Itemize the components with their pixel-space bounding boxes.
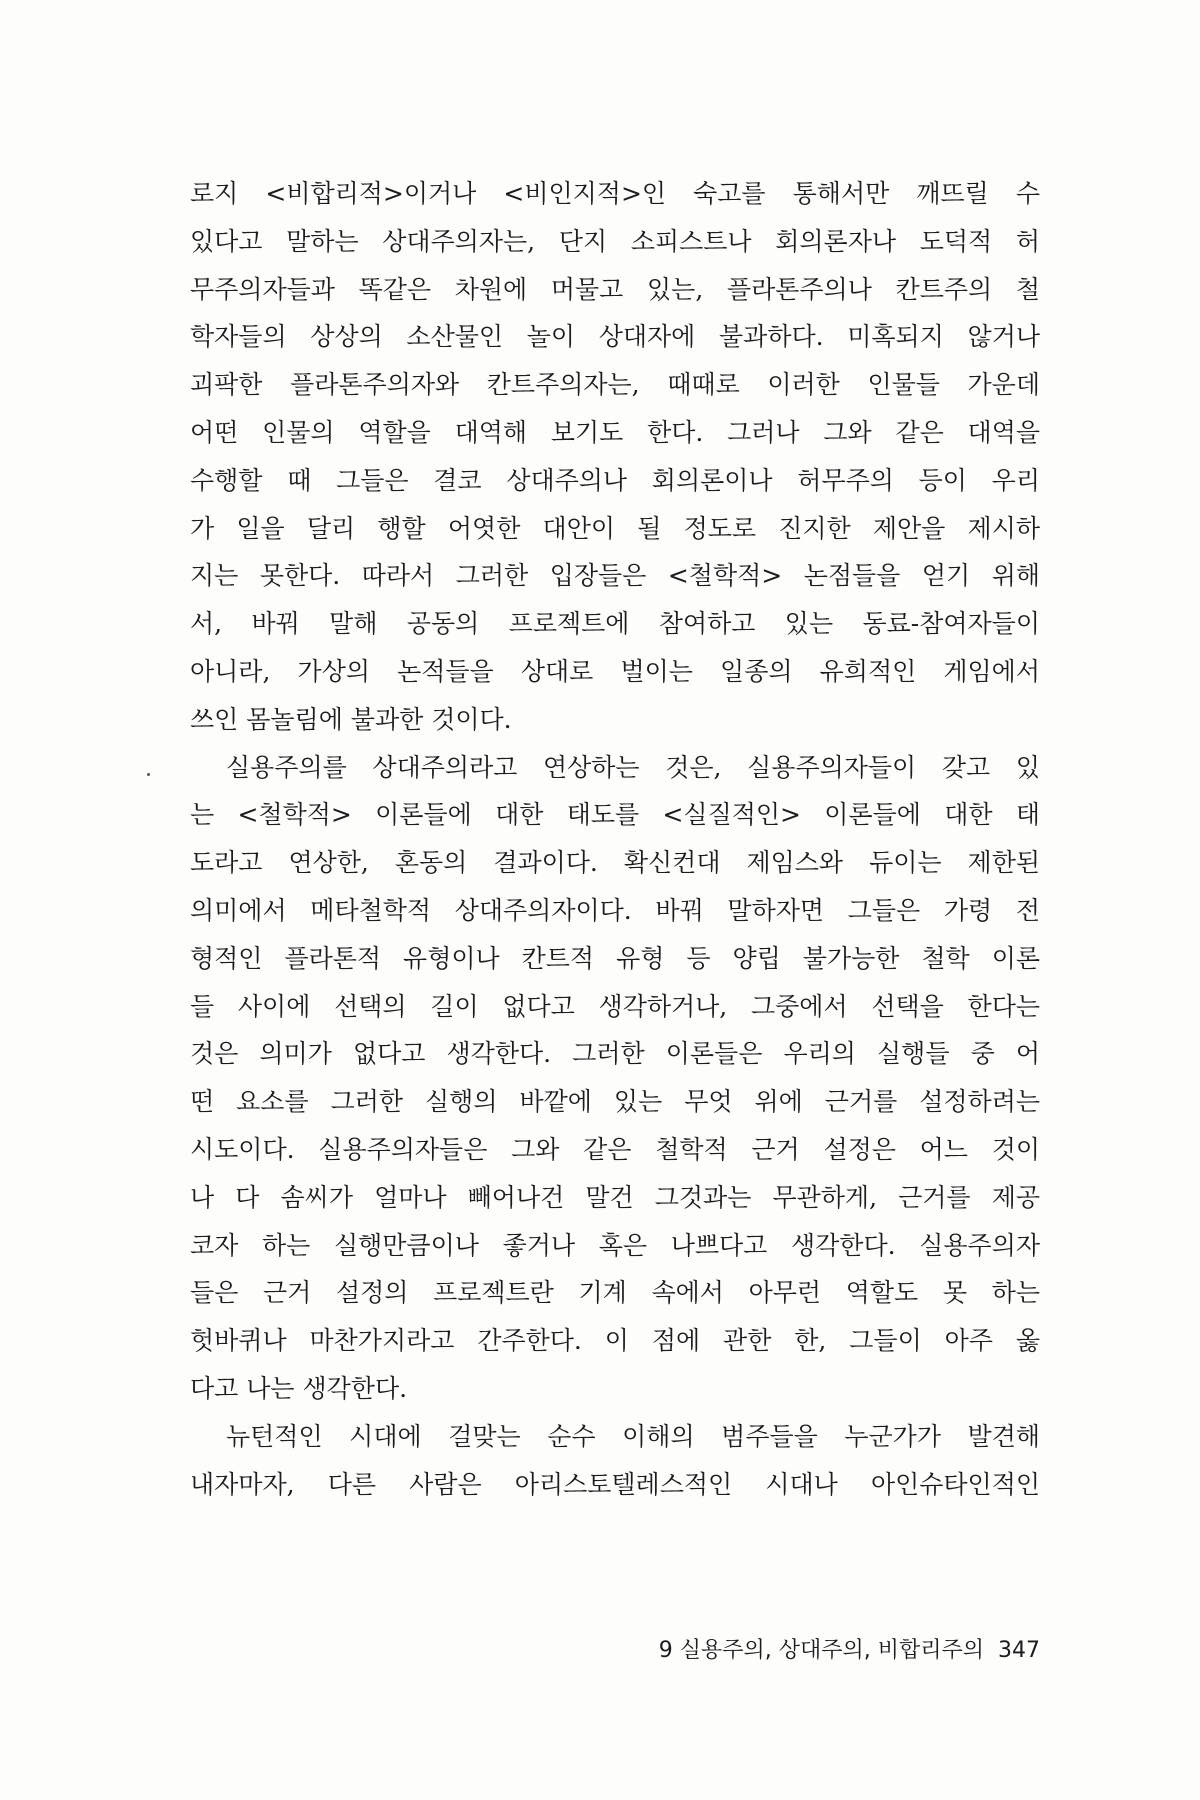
text-line: 어떤 인물의 역할을 대역해 보기도 한다. 그러나 그와 같은 대역을 (190, 417, 1040, 447)
paragraph-end-line: 쓰인 몸놀림에 불과한 것이다. (190, 704, 512, 734)
text-line: 괴팍한 플라톤주의자와 칸트주의자는, 때때로 이러한 인물들 가운데 (190, 370, 1040, 400)
text-line: 형적인 플라톤적 유형이나 칸트적 유형 등 양립 불가능한 철학 이론 (190, 943, 1040, 973)
running-head: 9 실용주의, 상대주의, 비합리주의 (658, 1638, 984, 1663)
text-line: 들은 근거 설정의 프로젝트란 기계 속에서 아무런 역할도 못 하는 (190, 1278, 1040, 1308)
paragraph-first-line: 실용주의를 상대주의라고 연상하는 것은, 실용주의자들이 갖고 있 (226, 752, 1040, 782)
text-line: 것은 의미가 없다고 생각한다. 그러한 이론들은 우리의 실행들 중 어 (190, 1039, 1040, 1069)
text-line: 떤 요소를 그러한 실행의 바깥에 있는 무엇 위에 근거를 설정하려는 (190, 1087, 1040, 1117)
text-line: 가 일을 달리 행할 어엿한 대안이 될 정도로 진지한 제안을 제시하 (190, 513, 1040, 543)
text-line: 서, 바꿔 말해 공동의 프로젝트에 참여하고 있는 동료-참여자들이 (190, 609, 1040, 639)
paragraph-end-line: 다고 나는 생각한다. (190, 1373, 408, 1403)
body-text (190, 170, 1040, 1508)
text-line: 내자마자, 다른 사람은 아리스토텔레스적인 시대나 아인슈타인적인 (190, 1469, 1040, 1499)
text-line: 는 <철학적> 이론들에 대한 태도를 <실질적인> 이론들에 대한 태 (190, 800, 1040, 830)
text-line: 도라고 연상한, 혼동의 결과이다. 확신컨대 제임스와 듀이는 제한된 (190, 848, 1040, 878)
page-footer (610, 1633, 1040, 1664)
text-line: 있다고 말하는 상대주의자는, 단지 소피스트나 회의론자나 도덕적 허 (190, 226, 1040, 256)
text-line: 나 다 솜씨가 얼마나 빼어나건 말건 그것과는 무관하게, 근거를 제공 (190, 1182, 1040, 1212)
page-number: 347 (998, 1638, 1040, 1663)
paragraph-first-line: 뉴턴적인 시대에 걸맞는 순수 이해의 범주들을 누군가가 발견해 (226, 1421, 1040, 1451)
text-line: 시도이다. 실용주의자들은 그와 같은 철학적 근거 설정은 어느 것이 (190, 1134, 1040, 1164)
text-line: 수행할 때 그들은 결코 상대주의나 회의론이나 허무주의 등이 우리 (190, 465, 1040, 495)
text-line: 코자 하는 실행만큼이나 좋거나 혹은 나쁘다고 생각한다. 실용주의자 (190, 1230, 1040, 1260)
margin-mark (147, 773, 150, 776)
text-line: 헛바퀴나 마찬가지라고 간주한다. 이 점에 관한 한, 그들이 아주 옳 (190, 1326, 1040, 1356)
text-line: 지는 못한다. 따라서 그러한 입장들은 <철학적> 논점들을 얻기 위해 (190, 561, 1040, 591)
text-line: 학자들의 상상의 소산물인 놀이 상대자에 불과하다. 미혹되지 않거나 (190, 322, 1040, 352)
text-line: 무주의자들과 똑같은 차원에 머물고 있는, 플라톤주의나 칸트주의 철 (190, 274, 1040, 304)
text-line: 로지 <비합리적>이거나 <비인지적>인 숙고를 통해서만 깨뜨릴 수 (190, 179, 1040, 208)
text-line: 의미에서 메타철학적 상대주의자이다. 바꿔 말하자면 그들은 가령 전 (190, 895, 1040, 925)
text-line: 들 사이에 선택의 길이 없다고 생각하거나, 그중에서 선택을 한다는 (190, 991, 1040, 1021)
text-line: 아니라, 가상의 논적들을 상대로 벌이는 일종의 유희적인 게임에서 (190, 656, 1040, 686)
